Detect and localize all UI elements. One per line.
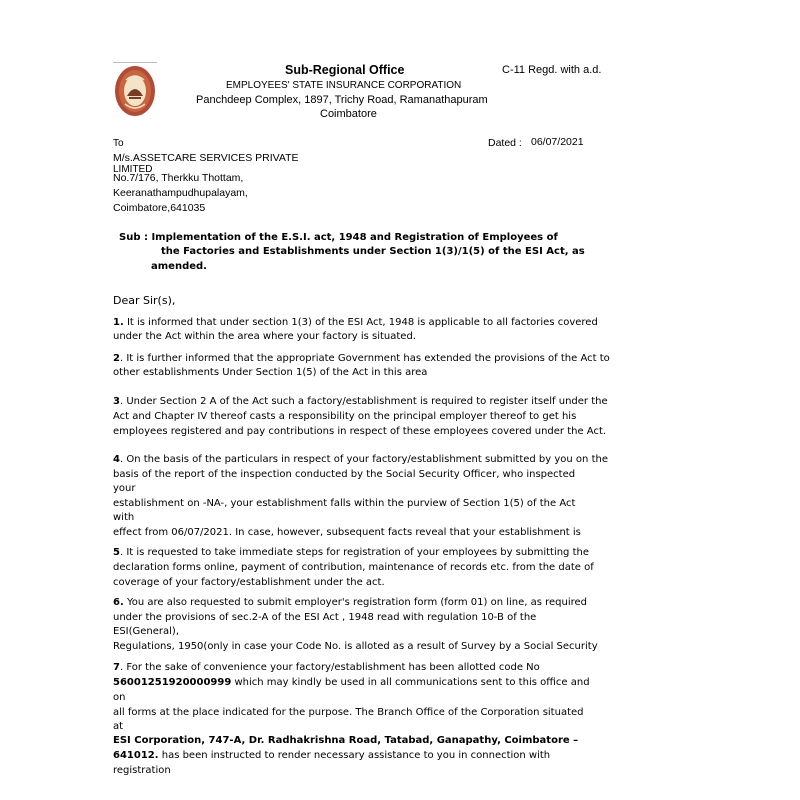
branch-office-address: ESI Corporation, 747-A, Dr. Radhakrishna Road, Tatabad, Ganapathy, Coimbatore –: [113, 735, 579, 746]
recipient-street: No.7/176, Therkku Thottam,: [113, 172, 244, 184]
para-3-line-1: 3. Under Section 2 A of the Act such a factory/establishment is required to register itself under the: [113, 396, 608, 407]
para-4-line-5: with: [113, 512, 135, 523]
subject-line-1: Sub : Implementation of the E.S.I. act, 1948 and Registration of Employees of: [119, 232, 558, 243]
para-7-line-7: 641012. has been instructed to render necessary assistance to you in connection with: [113, 750, 551, 761]
subject-line-3: amended.: [151, 261, 207, 272]
para-3-line-3: employees registered and pay contributions in respect of these employees covered under the Act.: [113, 426, 607, 437]
para-6-line-3: ESI(General),: [113, 626, 180, 637]
dated-value: 06/07/2021: [531, 136, 584, 148]
recipient-area: Keeranathampudhupalayam,: [113, 187, 248, 199]
office-title: Sub-Regional Office: [285, 63, 405, 77]
para-1-line-2: under the Act within the area where your factory is situated.: [113, 331, 416, 342]
para-6-number: 6.: [113, 597, 124, 608]
para-3-number: 3: [113, 396, 120, 407]
subject-line-2: the Factories and Establishments under Section 1(3)/1(5) of the ESI Act, as: [161, 246, 585, 257]
para-7-line-8: registration: [113, 765, 171, 776]
para-4-number: 4: [113, 454, 120, 465]
branch-pincode: 641012.: [113, 750, 159, 761]
para-2-number: 2: [113, 353, 120, 364]
para-7-line-3: on: [113, 692, 126, 703]
para-5-line-3: coverage of your factory/establishment under the act.: [113, 577, 385, 588]
para-4-line-1: 4. On the basis of the particulars in respect of your factory/establishment submitted by you on the: [113, 454, 608, 465]
para-5-line-1: 5. It is requested to take immediate steps for registration of your employees by submitting the: [113, 547, 589, 558]
recipient-town: Coimbatore,641035: [113, 202, 206, 214]
to-label: To: [113, 138, 124, 149]
para-5-line-2: declaration forms online, payment of contribution, maintenance of records etc. from the date of: [113, 562, 594, 573]
recipient-company: M/s.ASSETCARE SERVICES PRIVATE: [113, 152, 299, 164]
para-6-line-2: under the provisions of sec.2-A of the ESI Act , 1948 read with regulation 10-B of the: [113, 612, 537, 623]
para-7-line-1: 7. For the sake of convenience your factory/establishment has been allotted code No: [113, 662, 540, 673]
para-7-number: 7: [113, 662, 120, 673]
establishment-code: 56001251920000999: [113, 677, 232, 688]
para-4-line-3: your: [113, 483, 136, 494]
para-4-line-2: basis of the report of the inspection conducted by the Social Security Officer, who inspected: [113, 469, 576, 480]
dated-label: Dated :: [488, 137, 522, 149]
para-2-line-1: 2. It is further informed that the appropriate Government has extended the provisions of the Act to: [113, 353, 610, 364]
office-address: Panchdeep Complex, 1897, Trichy Road, Ramanathapuram: [196, 94, 488, 106]
para-6-line-4: Regulations, 1950(only in case your Code No. is alloted as a result of Survey by a Social Security: [113, 641, 598, 652]
para-7-line-5: at: [113, 721, 124, 732]
office-city: Coimbatore: [320, 108, 377, 120]
salutation: Dear Sir(s),: [113, 294, 176, 307]
form-reference: C-11 Regd. with a.d.: [502, 64, 602, 76]
para-3-line-2: Act and Chapter IV thereof casts a responsibility on the principal employer thereof to get his: [113, 411, 577, 422]
para-4-line-6: effect from 06/07/2021. In case, however, subsequent facts reveal that your establishment is: [113, 527, 581, 538]
para-5-number: 5: [113, 547, 120, 558]
para-4-line-4: establishment on -NA-, your establishment falls within the purview of Section 1(5) of the Act: [113, 498, 576, 509]
para-7-line-2: 56001251920000999 which may kindly be used in all communications sent to this office and: [113, 677, 590, 688]
para-1-line-1: 1. It is informed that under section 1(3) of the ESI Act, 1948 is applicable to all factories covered: [113, 317, 598, 328]
recipient-company-cont: LIMITED: [113, 164, 153, 175]
para-2-line-2: other establishments Under Section 1(5) of the Act in this area: [113, 367, 428, 378]
para-6-line-1: 6. You are also requested to submit employer's registration form (form 01) on line, as required: [113, 597, 588, 608]
para-1-number: 1.: [113, 317, 124, 328]
org-name: EMPLOYEES' STATE INSURANCE CORPORATION: [226, 80, 462, 91]
para-7-line-4: all forms at the place indicated for the purpose. The Branch Office of the Corporation situated: [113, 707, 584, 718]
